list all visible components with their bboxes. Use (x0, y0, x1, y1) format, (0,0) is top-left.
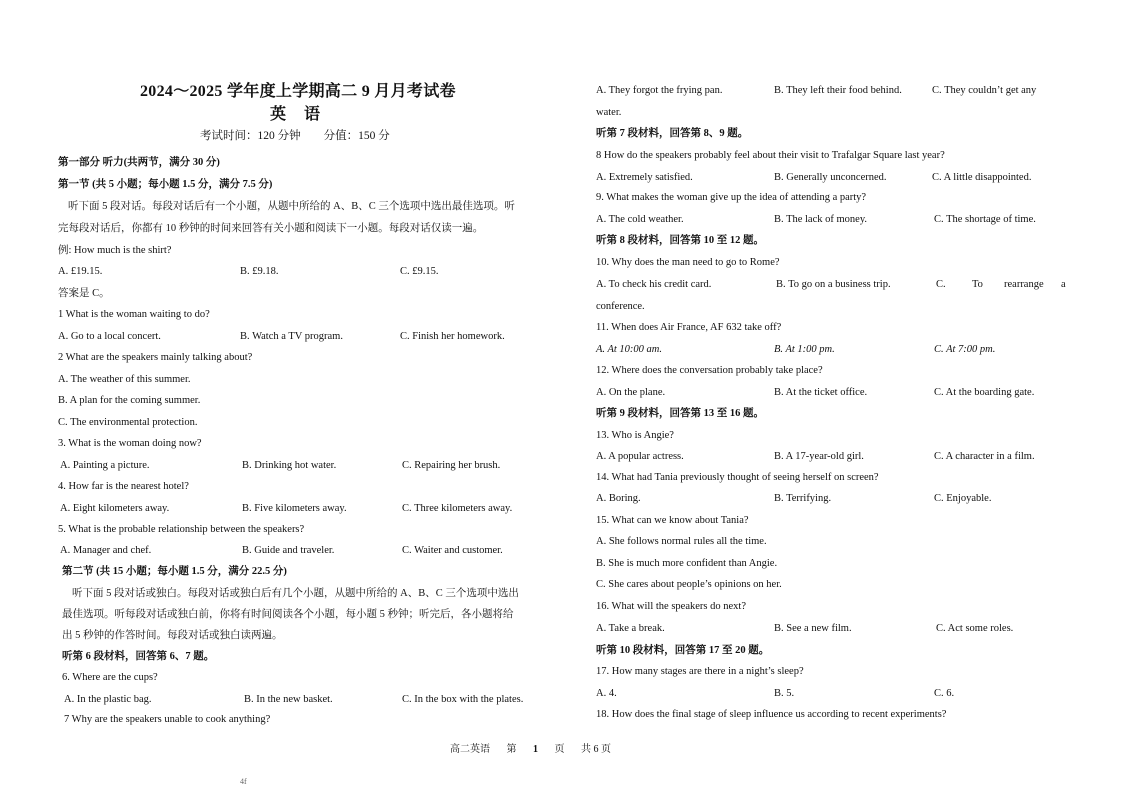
option-word: a (1061, 279, 1066, 290)
option: C. They couldn’t get any (932, 85, 1037, 96)
option: B. Drinking hot water. (242, 460, 337, 471)
option: C. She cares about people’s opinions on her. (596, 579, 782, 590)
instruction-line: 出 5 秒钟的作答时间。每段对话或独白读两遍。 (62, 630, 283, 641)
footer-ye: 页 (554, 744, 565, 755)
part-heading: 第一部分 听力(共两节，满分 30 分) (58, 157, 220, 168)
option: B. A plan for the coming summer. (58, 395, 201, 406)
material-heading: 听第 7 段材料，回答第 8、9 题。 (596, 128, 749, 139)
option: B. She is much more confident than Angie. (596, 558, 778, 569)
instruction-line: 最佳选项。听每段对话或独白前，你将有时间阅读各个小题，每小题 5 秒钟；听完后，各小题将给 (62, 609, 514, 620)
question: 4. How far is the nearest hotel? (58, 481, 189, 492)
option: A. Take a break. (596, 623, 665, 634)
option: C. Act some roles. (936, 623, 1014, 634)
option: B. £9.18. (240, 266, 279, 277)
question: 7 Why are the speakers unable to cook anything? (64, 714, 271, 725)
option: A. The cold weather. (596, 214, 684, 225)
option: A. Go to a local concert. (58, 331, 161, 342)
footer-page-number: 1 (533, 744, 538, 755)
footer-total-pages: 共 6 页 (581, 744, 611, 755)
example-question: 例: How much is the shirt? (58, 245, 172, 256)
option-wrap: water. (596, 107, 622, 118)
footer-di: 第 (506, 744, 517, 755)
option: A. Boring. (596, 493, 641, 504)
option: C. Repairing her brush. (402, 460, 501, 471)
option: C. Enjoyable. (934, 493, 992, 504)
option: A. Eight kilometers away. (60, 503, 170, 514)
option: A. A popular actress. (596, 451, 684, 462)
option: A. Painting a picture. (60, 460, 150, 471)
option: A. At 10:00 am. (596, 344, 663, 355)
option: C. In the box with the plates. (402, 694, 524, 705)
question: 11. When does Air France, AF 632 take off? (596, 322, 782, 333)
option: A. They forgot the frying pan. (596, 85, 723, 96)
option: B. Five kilometers away. (242, 503, 347, 514)
option: C. The shortage of time. (934, 214, 1036, 225)
option-label: C. (936, 279, 946, 290)
option: A. 4. (596, 688, 617, 699)
option: B. Terrifying. (774, 493, 832, 504)
exam-title: 2024～2025 学年度上学期高二 9 月月考试卷 (140, 83, 456, 100)
option: A. She follows normal rules all the time. (596, 536, 767, 547)
option: A. Extremely satisfied. (596, 172, 693, 183)
option: C. 6. (934, 688, 955, 699)
answer-line: 答案是 C。 (58, 288, 110, 299)
question: 12. Where does the conversation probably take place? (596, 365, 823, 376)
option: B. Guide and traveler. (242, 545, 335, 556)
question: 3. What is the woman doing now? (58, 438, 202, 449)
page-footer (450, 740, 625, 755)
option: C. Finish her homework. (400, 331, 505, 342)
question: 13. Who is Angie? (596, 430, 674, 441)
option-word: To (972, 279, 983, 290)
question: 6. Where are the cups? (62, 672, 158, 683)
option: A. On the plane. (596, 387, 666, 398)
footer-subject: 高二英语 (450, 744, 490, 755)
question: 5. What is the probable relationship between the speakers? (58, 524, 305, 535)
option: C. The environmental protection. (58, 417, 198, 428)
option: C. At the boarding gate. (934, 387, 1035, 398)
option: B. The lack of money. (774, 214, 868, 225)
option: B. See a new film. (774, 623, 852, 634)
option: C. Waiter and customer. (402, 545, 503, 556)
question: 18. How does the final stage of sleep influence us according to recent experiments? (596, 709, 947, 720)
option: A. Manager and chef. (60, 545, 152, 556)
option: C. Three kilometers away. (402, 503, 513, 514)
option: C. £9.15. (400, 266, 439, 277)
material-heading: 听第 6 段材料，回答第 6、7 题。 (62, 651, 215, 662)
option: B. In the new basket. (244, 694, 333, 705)
option: C. A little disappointed. (932, 172, 1032, 183)
section-heading: 第二节 (共 15 小题；每小题 1.5 分，满分 22.5 分) (62, 566, 287, 577)
stray-mark: 4f (240, 777, 247, 786)
option: A. £19.15. (58, 266, 103, 277)
option-word: rearrange (1004, 279, 1044, 290)
option: A. The weather of this summer. (58, 374, 191, 385)
question: 8 How do the speakers probably feel about their visit to Trafalgar Square last year? (596, 150, 945, 161)
question: 15. What can we know about Tania? (596, 515, 749, 526)
instruction-line: 听下面 5 段对话或独白。每段对话或独白后有几个小题，从题中所给的 A、B、C 三个选项中选出 (72, 588, 519, 599)
question: 1 What is the woman waiting to do? (58, 309, 210, 320)
option: C. At 7:00 pm. (934, 344, 996, 355)
material-heading: 听第 8 段材料，回答第 10 至 12 题。 (596, 235, 764, 246)
material-heading: 听第 10 段材料，回答第 17 至 20 题。 (596, 645, 770, 656)
question: 2 What are the speakers mainly talking about? (58, 352, 253, 363)
option: C. A character in a film. (934, 451, 1035, 462)
option: B. To go on a business trip. (776, 279, 891, 290)
question: 10. Why does the man need to go to Rome? (596, 257, 780, 268)
option: B. At the ticket office. (774, 387, 868, 398)
question: 9. What makes the woman give up the idea of attending a party? (596, 192, 867, 203)
exam-info: 考试时间：120 分钟 分值：150 分 (200, 130, 390, 142)
question: 16. What will the speakers do next? (596, 601, 746, 612)
option: B. Watch a TV program. (240, 331, 343, 342)
option: B. A 17-year-old girl. (774, 451, 864, 462)
section-heading: 第一节 (共 5 小题；每小题 1.5 分，满分 7.5 分) (58, 179, 273, 190)
option: B. 5. (774, 688, 795, 699)
instruction-line: 听下面 5 段对话。每段对话后有一个小题，从题中所给的 A、B、C 三个选项中选出最佳选项。听 (68, 201, 515, 212)
option: B. They left their food behind. (774, 85, 902, 96)
instruction-line: 完每段对话后，你都有 10 秒钟的时间来回答有关小题和阅读下一小题。每段对话仅读一遍。 (58, 223, 484, 234)
question: 14. What had Tania previously thought of seeing herself on screen? (596, 472, 879, 483)
option: B. At 1:00 pm. (774, 344, 835, 355)
subject-title: 英语 (270, 106, 339, 123)
option: A. In the plastic bag. (64, 694, 152, 705)
option: A. To check his credit card. (596, 279, 712, 290)
option-wrap: conference. (596, 301, 645, 312)
question: 17. How many stages are there in a night’s sleep? (596, 666, 804, 677)
option: B. Generally unconcerned. (774, 172, 887, 183)
material-heading: 听第 9 段材料，回答第 13 至 16 题。 (596, 408, 764, 419)
